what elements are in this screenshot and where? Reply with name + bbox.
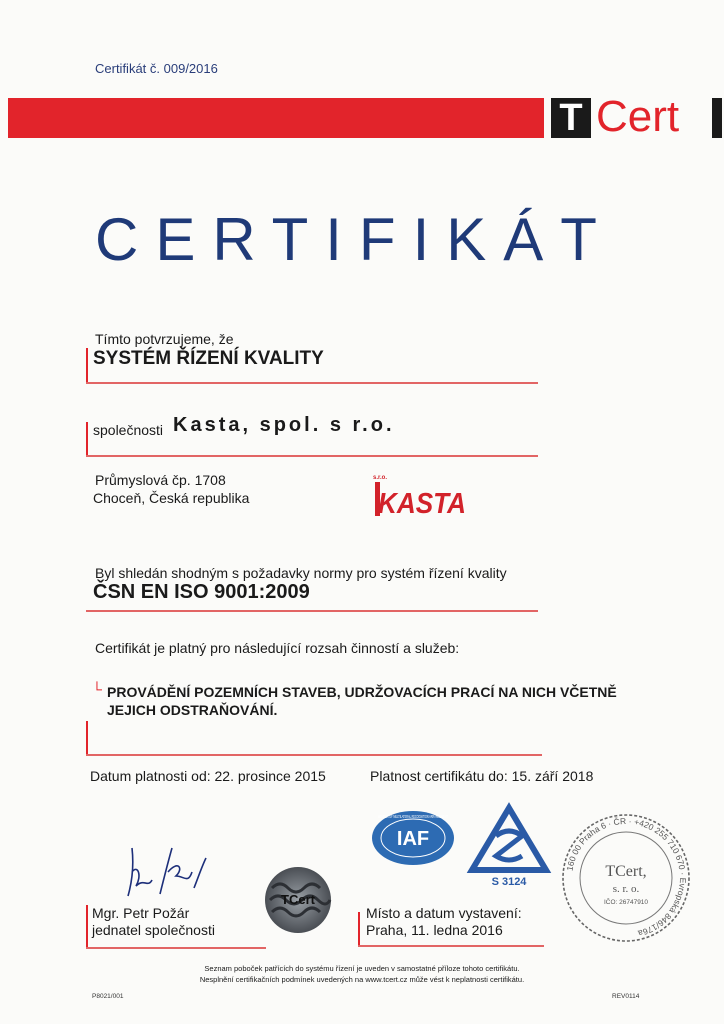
iaf-ring-text: MEMBER OF MULTILATERAL RECOGNITION ARRANGEMENT <box>378 814 449 819</box>
standard-intro: Byl shledán shodným s požadavky normy pro systém řízení kvality <box>95 565 507 581</box>
issue-tick <box>358 912 360 945</box>
certificate-number: Certifikát č. 009/2016 <box>95 61 218 76</box>
kasta-logo <box>370 472 470 520</box>
address-line2: Choceň, Česká republika <box>93 490 250 506</box>
signatory-role: jednatel společnosti <box>92 922 215 938</box>
accreditation-number: S 3124 <box>491 876 527 888</box>
validity-to: Platnost certifikátu do: 15. září 2018 <box>370 768 594 784</box>
scope-item: PROVÁDĚNÍ POZEMNÍCH STAVEB, UDRŽOVACÍCH PRACÍ NA NICH VČETNĚ JEJICH ODSTRAŇOVÁNÍ. <box>107 684 617 718</box>
company-underline <box>86 455 538 457</box>
confirmation-intro: Tímto potvrzujeme, že <box>95 331 234 347</box>
hologram-seal <box>264 866 332 934</box>
issue-label: Místo a datum vystavení: <box>366 905 522 921</box>
standard-name: ČSN EN ISO 9001:2009 <box>93 581 310 603</box>
validity-from: Datum platnosti od: 22. prosince 2015 <box>90 768 326 784</box>
hologram-text: TCert <box>281 892 315 907</box>
accreditation-logo <box>470 806 548 888</box>
company-label: společnosti <box>93 422 164 438</box>
header-black-bar <box>712 98 722 138</box>
kasta-logo-small: s.r.o. <box>373 475 388 481</box>
footer-line1: Seznam poboček patřících do systému řízení je uveden v samostatné příloze tohoto certifikátu. <box>204 964 520 973</box>
system-tick <box>86 348 88 382</box>
kasta-logo-text: KASTA <box>378 488 466 520</box>
address-line1: Průmyslová čp. 1708 <box>95 472 226 488</box>
company-stamp <box>560 812 692 944</box>
stamp-ring-text: 160 00 Praha 6 · ČR · +420 255 710 670 · Evropská 846/176a <box>564 815 689 939</box>
scope-tick <box>86 721 88 754</box>
header-red-bar <box>8 98 544 138</box>
tcert-logo-t: T <box>551 98 591 138</box>
footer-line2: Nesplnění certifikačních podmínek uvedených na www.tcert.cz může vést k neplatnosti certifikátu. <box>199 975 525 984</box>
scope-marker: └ <box>92 681 102 697</box>
form-code-right: REV0114 <box>612 993 640 1000</box>
stamp-ico: IČO: 26747910 <box>603 899 649 906</box>
issue-value: Praha, 11. ledna 2016 <box>366 922 503 938</box>
company-name: Kasta, spol. s r.o. <box>173 414 395 436</box>
tcert-logo-cert: Cert <box>596 92 680 141</box>
scope-underline <box>86 754 542 756</box>
signatory-tick <box>86 905 88 947</box>
system-name: SYSTÉM ŘÍZENÍ KVALITY <box>93 348 324 369</box>
stamp-name: TCert, <box>605 863 647 880</box>
company-tick <box>86 422 88 455</box>
iaf-logo <box>370 808 456 868</box>
iaf-text: IAF <box>396 828 430 850</box>
standard-underline <box>86 610 538 612</box>
form-code-left: P8021/001 <box>92 993 124 1000</box>
system-underline <box>86 382 538 384</box>
signature <box>118 842 214 902</box>
stamp-sro: s. r. o. <box>612 883 640 895</box>
issue-underline <box>358 945 544 947</box>
signatory-underline <box>86 947 266 949</box>
signatory-name: Mgr. Petr Požár <box>92 905 190 921</box>
certificate-title: CERTIFIKÁT <box>95 206 614 273</box>
scope-intro: Certifikát je platný pro následující rozsah činností a služeb: <box>95 640 460 656</box>
